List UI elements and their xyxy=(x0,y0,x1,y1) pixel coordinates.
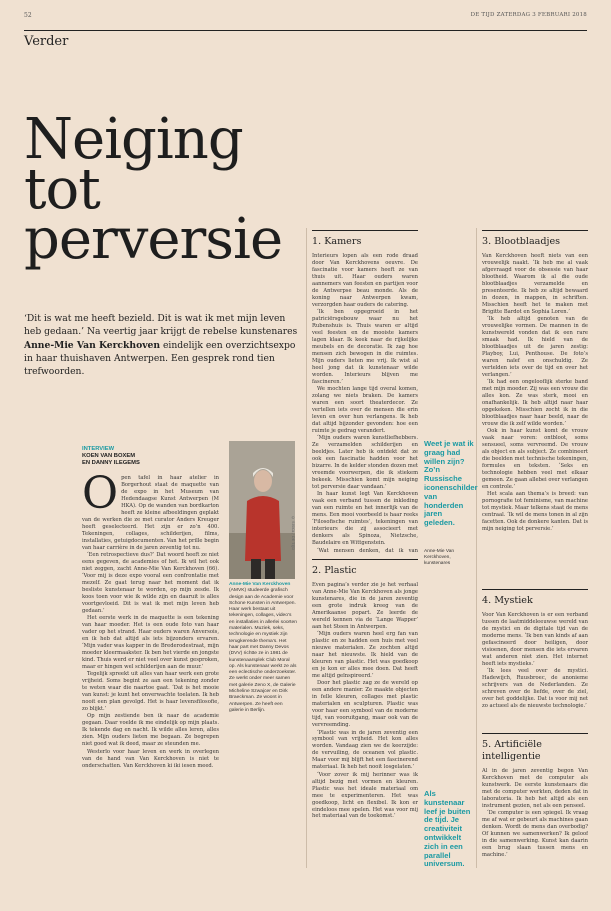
section-rule xyxy=(482,589,588,590)
intro-quote: ‘Dit is wat me heeft bezield. Dit is wat ik met mijn leven heb gedaan.’ xyxy=(24,313,286,338)
caption-name: Anne-Mie Van Kerckhoven xyxy=(229,582,291,587)
body-paragraph: We mochten lange tijd overal komen, zolang we niets braken. De kamers waren een soort theaterdecor. Ze vertellen iets over de mensen die erin leven en over hun verlangens. Ik heb dat altijd bijzonder gevonden: hoe een ruimte je gedrag verandert. xyxy=(312,386,418,434)
photo-caption xyxy=(229,582,297,714)
section-heading-blootblaadjes: 3. Blootblaadjes xyxy=(482,236,561,247)
byline-names-2: EN DANNY ILEGEMS xyxy=(82,460,140,467)
body-paragraph: In haar kunst legt Van Kerckhoven vaak een verband tussen de inkleding van een ruimte en het innerlijk van de mens. Een mooi voorbeeld is haar reeks ‘Filosofische ruimtes’, tekeningen van interieurs die zij associeert met denkers als Spinoza, Nietzsche, Baudelaire en Wittgenstein. xyxy=(312,491,418,547)
body-column-kamers xyxy=(312,253,418,553)
column-divider xyxy=(306,228,307,868)
page-number: 52 xyxy=(24,12,32,19)
body-paragraph: ‘Een retrospectieve dus?’ Dat woord heeft ze niet eens gegeven, de academies of het. Ik wil het ook niet zeggen, zacht Anne-Mie Van Kerckhoven (66). ‘Voor mij is deze expo vooral een confrontatie met mezelf. Ze gaat terug naar het moment dat ik besliste kunstenaar te worden, op mijn zesde. Ik koos toen voor wie ik wilde zijn en daaruit is alles voortgevloeid. Dit is wat ik met mijn leven heb gedaan.’ xyxy=(82,551,219,614)
dropcap: O xyxy=(82,475,119,519)
caption-text: (AMVK) studeerde grafisch design aan de Academie voor Schone Kunsten in Antwerpen. Haar werk bestaat uit tekeningen, collages, video’s en installaties in allerlei soorten materialen. Muziek, seks, technologie en mystiek zijn terugkerende thema’s. Het haar part met Danny Devos (DVV) richtte ze in 1981 de kunstenaarsplek Club Moral op. Als kunstenaar werkt ze als een eclectische onderzoekster. Ze werkt onder meer samen met galerie Zeno X, de Galerie Micheline Szwajcer en Dirk Braeckman. Ze woont in Antwerpen. Ze heeft een galerie in Berlijn. xyxy=(229,588,297,713)
body-paragraph: Het scala aan thema’s is breed: van pornografie tot feminisme, van machine tot mystiek. Maar telkens staat de mens centraal. ‘Ik wil de mens tonen in al zijn facetten. Ook de donkere kanten. Dat is mijn neiging tot perversie.’ xyxy=(482,491,588,533)
body-paragraph: ‘Voor zover ik mij herinner was ik altijd bezig met vormen en kleuren. Plastic was het ideale materiaal om mee te experimenteren. Het was goedkoop, licht en flexibel. Ik kon er eindeloos mee spelen. Het was voor mij het materiaal van de toekomst.’ xyxy=(312,771,418,820)
body-paragraph: ‘Wat mensen denken, dat ik van xyxy=(317,547,418,553)
body-paragraph: Door het plastic zag ze de wereld op een andere manier. Ze maakte objecten in felle kleuren, collages met plastic materialen en sculpturen. Plastic was voor haar een symbool van de moderne tijd, van vooruitgang, maar ook van de vervreemding. xyxy=(312,680,418,729)
body-paragraph: Op mijn zestiende ben ik naar de academie gegaan. Daar voelde ik me eindelijk op mijn plaats. Ik tekende dag en nacht. Ik wilde alles leren, alles zien. Mijn ouders lieten me begaan. Ze begrepen niet goed wat ik deed, maar ze steunden me. xyxy=(82,713,219,748)
section-label: Verder xyxy=(24,34,69,49)
photo-credit: © SISKA / DE TIJD xyxy=(291,516,295,551)
byline-kicker: INTERVIEW xyxy=(82,446,115,452)
body-paragraph: pen tafel in haar atelier in Borgerhout staat de maquette van de expo in het Museum van Hedendaagse Kunst Antwerpen (M HKA). Op de wanden van bordkarton heeft ze kleine afbeeldingen geplakt van de werken die ze met curator Anders Kreuger heeft geselecteerd. Het zijn er zo’n 400. Tekeningen, collages, schilderijen, films, installaties, getuigdocumenten. Van het prille begin van haar carrière in de jaren zeventig tot nu. xyxy=(82,475,219,551)
body-paragraph: Ook in haar kunst komt de vrouw vaak naar voren: ontbloot, soms sensueel, soms vervreemd. De vrouw als object en als subject. Ze combineert die beelden met technische tekeningen, formules en teksten. ‘Seks en technologie hebben veel met elkaar gemeen. Ze gaan allebei over verlangen en controle.’ xyxy=(482,428,588,490)
body-column-blootblaadjes xyxy=(482,253,588,584)
body-paragraph: ‘Ik had een ongelooflijk sterke band met mijn moeder. Zij was een vrouw die alles kon. Ze was sterk, mooi en onafhankelijk. Ik heb altijd naar haar opgekeken. Misschien zocht ik in die blootblaadjes naar haar beeld, naar de vrouw die ik zelf wilde worden.’ xyxy=(482,379,588,427)
intro xyxy=(24,312,302,378)
headline: Neiging tot perversie xyxy=(24,107,283,272)
section-heading-ai: 5. Artificiële intelligentie xyxy=(482,739,542,762)
pull-quote-1-attribution: Anne-Mie Van Kerckhoven, kunstenares xyxy=(424,549,455,566)
section-rule xyxy=(482,733,588,734)
body-paragraph: Tegelijk spreekt uit alles van haar werk een grote vrijheid. Soms begint ze aan een tekening zonder te weten waar die naartoe gaat. ‘Dat is het mooie van kunst: je kunt het onverwachte toelaten. Ik heb nooit een plan gevolgd. Het is haar levensfilosofie, zo blijkt.’ xyxy=(82,671,219,712)
section-rule xyxy=(312,230,418,231)
body-paragraph: Even pagina’s verder zie je het verhaal van Anne-Mie Van Kerckhoven als jonge kunstenares, die in de jaren zeventig een grote indruk kreeg van de Amerikaanse popart. Ze leerde de wereld kennen via de ‘Lange Wapper’ aan het Steen in Antwerpen. xyxy=(312,582,418,630)
intro-name: Anne-Mie Van Kerckhoven xyxy=(24,339,161,351)
body-column-ai xyxy=(482,768,588,868)
column-divider xyxy=(476,228,477,868)
body-paragraph: ‘De computer is een spiegel. Ik vraag me af wat er gebeurt als machines gaan denken. Wordt de mens dan overbodig? Of kunnen we samenwerken? Ik geloof in die samenwerking. Kunst kan daarin een brug slaan tussen mens en machine.’ xyxy=(482,810,588,858)
byline xyxy=(82,446,187,468)
section-heading-plastic: 2. Plastic xyxy=(312,565,357,576)
body-column-plastic xyxy=(312,582,418,868)
intro-text-1: Na veertig jaar krijgt de rebelse kunstenares xyxy=(87,326,298,338)
body-paragraph: Westerlo voor haar leven en werk in overlegen van de hand van Van Kerckhoven is niet te onderschatten. Van Kerckhoven ki iki iesen meed. xyxy=(82,748,219,769)
section-heading-mystiek: 4. Mystiek xyxy=(482,595,533,606)
body-paragraph: ‘Mijn ouders waren kunstliefhebbers. Ze verzamelden schilderijen en beeldjes. Later heb ik ontdekt dat ze ook een fascinatie hadden voor het bizarre. In de kelder stonden dozen met vreemde voorwerpen, die ik stiekem bekeek. Misschien komt mijn neiging tot perversie daar vandaan.’ xyxy=(312,435,418,490)
body-paragraph: ‘Ik lees veel over de mystici. Hadewijch, Ruusbroec, de anonieme schrijvers van de Nederlanden. Ze schreven over de liefde, over de ziel, over het goddelijke. Dat is voor mij net zo actueel als de nieuwste technologie.’ xyxy=(482,668,588,709)
section-rule xyxy=(312,559,418,560)
section-heading-kamers: 1. Kamers xyxy=(312,236,362,247)
body-paragraph: Van Kerckhoven heeft niets van een vrouwelijk naakt. ‘Ik heb me al vaak afgevraagd voor de obsessie van haar blootheid. Waarom ik al die oude blootblaadjes verzamelde en presenteerde. Ik heb ze altijd bewaard in dozen, in mappen, in schriften. Misschien heeft het te maken met Brigitte Bardot en Sophia Loren.’ xyxy=(482,253,588,315)
byline-names-1: KOEN VAN BOXEM xyxy=(82,453,136,460)
body-column-mystiek xyxy=(482,612,588,728)
body-column-1 xyxy=(82,475,219,867)
portrait-illustration xyxy=(229,441,295,579)
header-rule xyxy=(24,30,587,31)
section-rule xyxy=(482,230,588,231)
intro-text-2: eindelijk een overzichtsexpo in haar thuishaven Antwerpen. Een gesprek rond tien trefwoorden. xyxy=(24,339,296,378)
body-paragraph: ‘Ik heb altijd genoten van de vrouwelijke vormen. De mannen in de kunstwereld vonden dat ik een rare smaak had. Ik hield van de blootblaadjes uit de jaren zestig: Playboy, Lui, Penthouse. De foto’s waren naïef en onschuldig. Ze vertelden iets over de tijd en over het verlangen.’ xyxy=(482,316,588,378)
publication-date: DE TIJD ZATERDAG 3 FEBRUARI 2018 xyxy=(470,12,587,18)
body-paragraph: Voor Van Kerckhoven is er een verband tussen de laatmiddeleeuwse wereld van de mystici en de digitale tijd van de moderne mens. ‘Ik ben van kinds af aan gefascineerd door heiligen, door visioenen, door mensen die iets ervaren wat anderen niet zien. Het internet heeft iets mystieks.’ xyxy=(482,612,588,667)
body-paragraph: Het eerste werk in de maquette is een tekening van haar moeder. Het is een oude foto van haar vader op het strand. Haar ouders waren Anversois, en ik heb dat altijd als iets bijzonders ervaren. ‘Mijn vader was kapper in de Brederodestraat, mijn moeder kleermaakster. Ik ben het vierde en jongste kind. Thuis werd er niet veel over kunst gesproken, maar er hingen wel schilderijen aan de muur.’ xyxy=(82,615,219,670)
body-paragraph: Interieurs lopen als een rode draad door Van Kerckhovens oeuvre. De fascinatie voor kamers heeft ze van thuis uit. Haar ouders waren aannemers van feesten en partijen voor de Antwerpse beau monde. Als de koning naar Antwerpen kwam, verzorgden haar ouders de catering. xyxy=(312,253,418,308)
pull-quote-1: Weet je wat ik graag had willen zijn? Zo’n Russische iconenschilder van honderden jaren geleden. xyxy=(424,439,478,528)
body-paragraph: ‘Mijn ouders waren heel erg fan van plastic en ze hadden een huis met veel nieuwe materialen. Ze zochten altijd naar het nieuwste. Ik hield van de kleuren van plastic. Het was goedkoop en je kon er alles mee doen. Dat heeft me altijd geïnspireerd.’ xyxy=(312,631,418,679)
pull-quote-2: Als kunstenaar leef je buiten de tijd. Je creativiteit ontwikkelt zich in een parallel universum. xyxy=(424,789,471,869)
body-paragraph: Al in de jaren zeventig begon Van Kerckhoven met de computer als kunstwerk. De eerste kunstenaars die met de computer werkten, deden dat in laboratoria. Ik heb het altijd als een instrument gezien, net als een penseel. xyxy=(482,768,588,809)
body-paragraph: ‘Ik ben opgegroeid in het patriciërsgebouw waar nu het Rubenshuis is. Thuis waren er altijd veel feesten en de mooiste kamers lagen klaar. Ik keek naar de rijkelijke meubels en de decoratie. Ik zag hoe mensen zich bewogen in die ruimtes. Mijn ouders lieten me vrij. Ik wist al heel jong dat ik kunstenaar wilde worden. Interieurs blijven me fascineren.’ xyxy=(312,309,418,385)
portrait-photo xyxy=(229,441,295,579)
body-paragraph: ‘Plastic was in de jaren zeventig een symbool van vrijheid. Het kon alles worden. Vandaag zien we de keerzijde: de vervuiling, de oceanen vol plastic. Maar voor mij blijft het een fascinerend materiaal. Ik heb het nooit losgelaten.’ xyxy=(312,729,418,771)
